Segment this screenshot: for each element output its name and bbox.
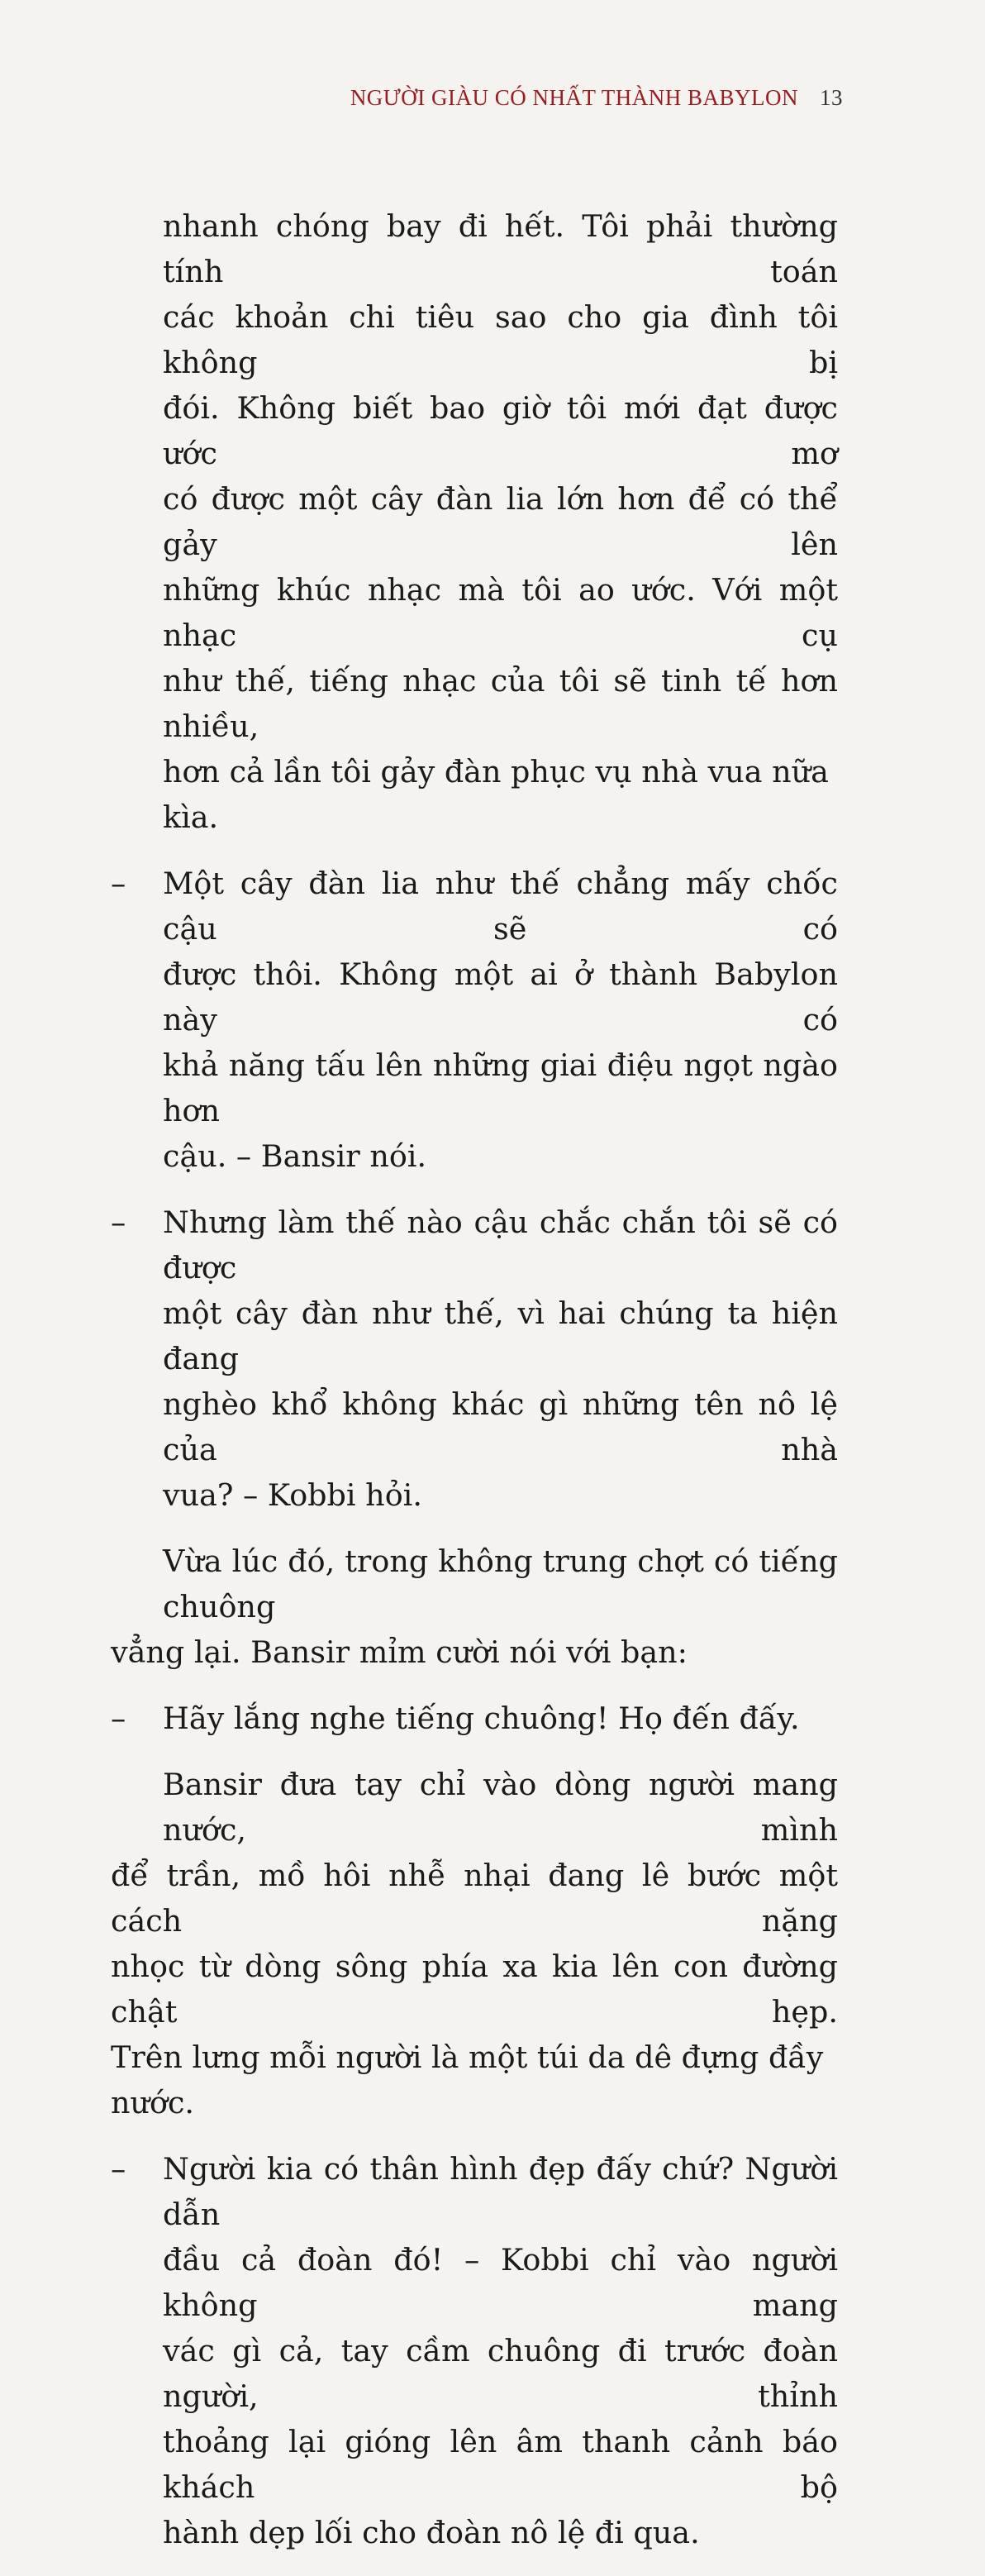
book-title: NGƯỜI GIÀU CÓ NHẤT THÀNH BABYLON	[350, 85, 798, 110]
text-line: Vừa lúc đó, trong không trung chợt có tiếng chuông	[163, 1543, 838, 1624]
text-line: thoảng lại gióng lên âm thanh cảnh báo khách bộ	[163, 2424, 838, 2505]
text-line: hơn cả lần tôi gảy đàn phục vụ nhà vua nữa kìa.	[163, 754, 829, 835]
paragraph	[111, 203, 838, 840]
text-line: Bansir đưa tay chỉ vào dòng người mang nước, mình	[163, 1767, 838, 1848]
text-line: được thôi. Không một ai ở thành Babylon này có	[163, 956, 838, 1038]
text-body	[111, 203, 838, 2576]
dialog-dash: –	[111, 1701, 126, 1736]
text-line: đầu cả đoàn đó! – Kobbi chỉ vào người không mang	[163, 2242, 838, 2323]
text-line: để trần, mồ hôi nhễ nhại đang lê bước một cách nặng	[111, 1858, 838, 1939]
text-line: nghèo khổ không khác gì những tên nô lệ của nhà	[163, 1386, 838, 1467]
dialog-paragraph	[111, 2146, 838, 2555]
dialog-paragraph	[111, 861, 838, 1179]
text-line: như thế, tiếng nhạc của tôi sẽ tinh tế hơn nhiều,	[163, 663, 838, 744]
dialog-dash: –	[111, 2151, 126, 2187]
running-header	[331, 81, 843, 114]
text-line: Trên lưng mỗi người là một túi da dê đựng đầy nước.	[111, 2039, 824, 2120]
dialog-paragraph	[111, 1200, 838, 1518]
paragraph	[111, 1538, 838, 1675]
text-line: vua? – Kobbi hỏi.	[163, 1477, 422, 1513]
dialog-dash: –	[111, 866, 126, 901]
text-line: nhọc từ dòng sông phía xa kia lên con đường chật hẹp.	[111, 1949, 838, 2030]
dialog-paragraph	[111, 1696, 838, 1741]
text-line: những khúc nhạc mà tôi ao ước. Với một nhạc cụ	[163, 572, 838, 653]
text-line: Nhưng làm thế nào cậu chắc chắn tôi sẽ có được	[163, 1205, 838, 1286]
dialog-dash: –	[111, 1205, 126, 1240]
page-number: 13	[820, 85, 843, 110]
text-line: các khoản chi tiêu sao cho gia đình tôi không bị	[163, 299, 838, 380]
text-line: có được một cây đàn lia lớn hơn để có thể gảy lên	[163, 481, 838, 562]
text-line: hành dẹp lối cho đoàn nô lệ đi qua.	[163, 2515, 700, 2550]
text-line: vác gì cả, tay cầm chuông đi trước đoàn người, thỉnh	[163, 2333, 838, 2414]
text-line: đói. Không biết bao giờ tôi mới đạt được ước mơ	[163, 390, 838, 471]
text-line: khả năng tấu lên những giai điệu ngọt ngào hơn	[163, 1047, 838, 1128]
text-line: Hãy lắng nghe tiếng chuông! Họ đến đấy.	[163, 1701, 800, 1736]
paragraph	[111, 1762, 838, 2125]
text-line: cậu. – Bansir nói.	[163, 1138, 427, 1174]
text-line: vẳng lại. Bansir mỉm cười nói với bạn:	[111, 1634, 688, 1670]
text-line: Một cây đàn lia như thế chẳng mấy chốc cậu sẽ có	[163, 866, 838, 947]
text-line: nhanh chóng bay đi hết. Tôi phải thường tính toán	[163, 208, 838, 289]
text-line: một cây đàn như thế, vì hai chúng ta hiện đang	[163, 1295, 838, 1376]
text-line: Người kia có thân hình đẹp đấy chứ? Người dẫn	[163, 2151, 838, 2232]
